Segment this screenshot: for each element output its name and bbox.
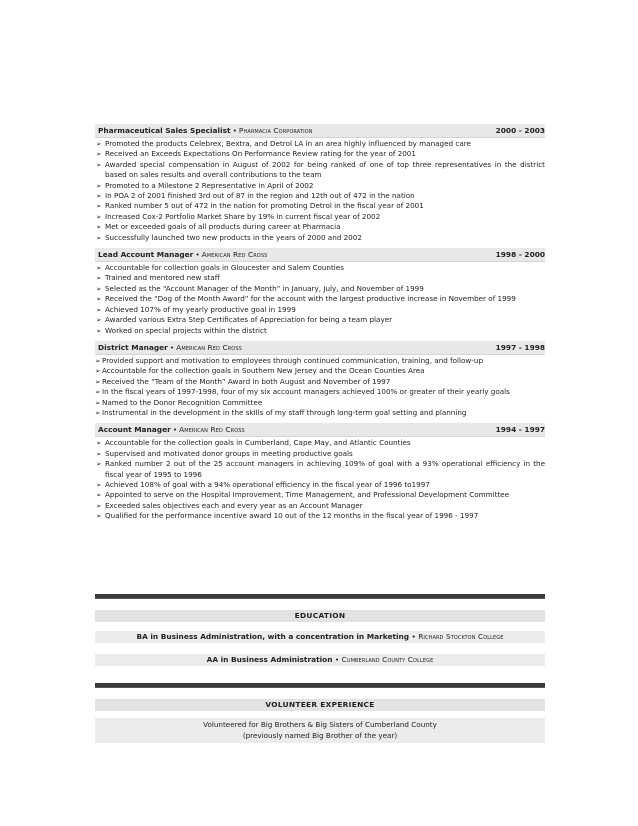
degree: AA in Business Administration xyxy=(206,655,333,664)
list-item: ➢ Promoted to a Milestone 2 Representative in April of 2002 xyxy=(95,181,545,191)
list-item: ➢ Achieved 107% of my yearly productive goal in 1999 xyxy=(95,305,545,315)
job-organization: American Red Cross xyxy=(176,342,242,352)
bullet-separator: • xyxy=(169,342,175,352)
list-item: ➢ Provided support and motivation to employees through continued communication, training, and follow-up xyxy=(95,356,545,366)
job-organization: American Red Cross xyxy=(179,425,245,435)
job-years: 1997 - 1998 xyxy=(495,342,545,352)
list-item: ➢ Accountable for the collection goals in Southern New Jersey and the Ocean Counties Area xyxy=(95,366,545,376)
volunteer-entry xyxy=(95,718,545,743)
list-item: ➢ Increased Cox-2 Portfolio Market Share by 19% in current fiscal year of 2002 xyxy=(95,212,545,222)
list-item: ➢ Selected as the “Account Manager of the Month” in January, July, and November of 1999 xyxy=(95,284,545,294)
list-item: ➢ Instrumental in the development in the skills of my staff through long-term goal setting and planning xyxy=(95,408,545,418)
list-item: ➢ Promoted the products Celebrex, Bextra, and Detrol LA in an area highly influenced by managed care xyxy=(95,139,545,149)
education-heading: EDUCATION xyxy=(95,610,545,622)
education-entry xyxy=(95,631,545,643)
list-item: ➢ Successfully launched two new products in the years of 2000 and 2002 xyxy=(95,233,545,243)
job-entry xyxy=(95,423,545,521)
list-item: ➢ Worked on special projects within the district xyxy=(95,326,545,336)
job-bullets xyxy=(95,139,545,243)
school: Richard Stockton College xyxy=(418,632,504,641)
education-entry xyxy=(95,654,545,666)
job-entry xyxy=(95,248,545,336)
list-item: ➢ Supervised and motivated donor groups in meeting productive goals xyxy=(95,449,545,459)
list-item: ➢ Accountable for the collection goals in Cumberland, Cape May, and Atlantic Counties xyxy=(95,438,545,448)
job-title: Pharmaceutical Sales Specialist xyxy=(98,126,231,135)
job-years: 2000 - 2003 xyxy=(495,126,545,135)
section-divider xyxy=(95,683,545,689)
section-divider xyxy=(95,594,545,600)
job-title: Account Manager xyxy=(98,425,171,435)
job-header xyxy=(95,423,545,437)
job-title: Lead Account Manager xyxy=(98,250,194,260)
school: Cumberland County College xyxy=(341,655,434,664)
volunteer-line: (previously named Big Brother of the year) xyxy=(242,730,398,740)
bullet-separator: • xyxy=(172,425,178,435)
volunteer-heading: VOLUNTEER EXPERIENCE xyxy=(95,699,545,711)
job-years: 1994 - 1997 xyxy=(495,425,545,435)
job-bullets xyxy=(95,438,545,521)
list-item: ➢ In the fiscal years of 1997-1998, four of my six account managers achieved 100% or greater of their yearly goals xyxy=(95,387,545,397)
list-item: ➢ Ranked number 5 out of 472 in the nation for promoting Detrol in the fiscal year of 2001 xyxy=(95,201,545,211)
list-item: ➢ Appointed to serve on the Hospital Improvement, Time Management, and Professional Development Committee xyxy=(95,490,545,500)
list-item: ➢ Awarded special compensation in August of 2002 for being ranked of one of top three representatives in the district based on sales results and overall contributions to the team xyxy=(95,160,545,181)
list-item: ➢ Trained and mentored new staff xyxy=(95,273,545,283)
job-organization: Pharmacia Corporation xyxy=(238,126,313,135)
job-header xyxy=(95,124,545,138)
bullet-separator: • xyxy=(411,632,416,641)
job-years: 1998 - 2000 xyxy=(495,250,545,260)
job-organization: American Red Cross xyxy=(201,250,268,260)
list-item: ➢ Received an Exceeds Expectations On Performance Review rating for the year of 2001 xyxy=(95,149,545,159)
bullet-separator: • xyxy=(232,126,237,135)
list-item: ➢ Received the “Team of the Month” Award in both August and November of 1997 xyxy=(95,377,545,387)
list-item: ➢ Met or exceeded goals of all products during career at Pharmacia xyxy=(95,222,545,232)
list-item: ➢ Exceeded sales objectives each and every year as an Account Manager xyxy=(95,501,545,511)
job-bullets xyxy=(95,263,545,336)
list-item: ➢ Received the “Dog of the Month Award” for the account with the largest productive increase in November of 1999 xyxy=(95,294,545,304)
job-entry xyxy=(95,341,545,418)
volunteer-line: Volunteered for Big Brothers & Big Sisters of Cumberland County xyxy=(203,720,437,729)
list-item: ➢ Awarded various Extra Step Certificates of Appreciation for being a team player xyxy=(95,315,545,325)
job-header xyxy=(95,248,545,262)
job-header xyxy=(95,341,545,355)
list-item: ➢ Achieved 108% of goal with a 94% operational efficiency in the fiscal year of 1996 to1997 xyxy=(95,480,545,490)
list-item: ➢ Named to the Donor Recognition Committee xyxy=(95,398,545,408)
bullet-separator: • xyxy=(334,655,340,664)
experience-section xyxy=(95,124,545,527)
job-entry xyxy=(95,124,545,243)
list-item: ➢ Accountable for collection goals in Gloucester and Salem Counties xyxy=(95,263,545,273)
list-item: ➢ Qualified for the performance incentive award 10 out of the 12 months in the fiscal year of 1996 - 1997 xyxy=(95,511,545,521)
list-item: ➢ Ranked number 2 out of the 25 account managers in achieving 109% of goal with a 93% operational efficiency in the fiscal year of 1995 to 1996 xyxy=(95,459,545,480)
bullet-separator: • xyxy=(195,250,200,260)
list-item: ➢ In POA 2 of 2001 finished 3rd out of 87 in the region and 12th out of 472 in the nation xyxy=(95,191,545,201)
job-title: District Manager xyxy=(98,342,168,352)
degree: BA in Business Administration, with a concentration in Marketing xyxy=(136,632,410,641)
job-bullets xyxy=(95,356,545,418)
